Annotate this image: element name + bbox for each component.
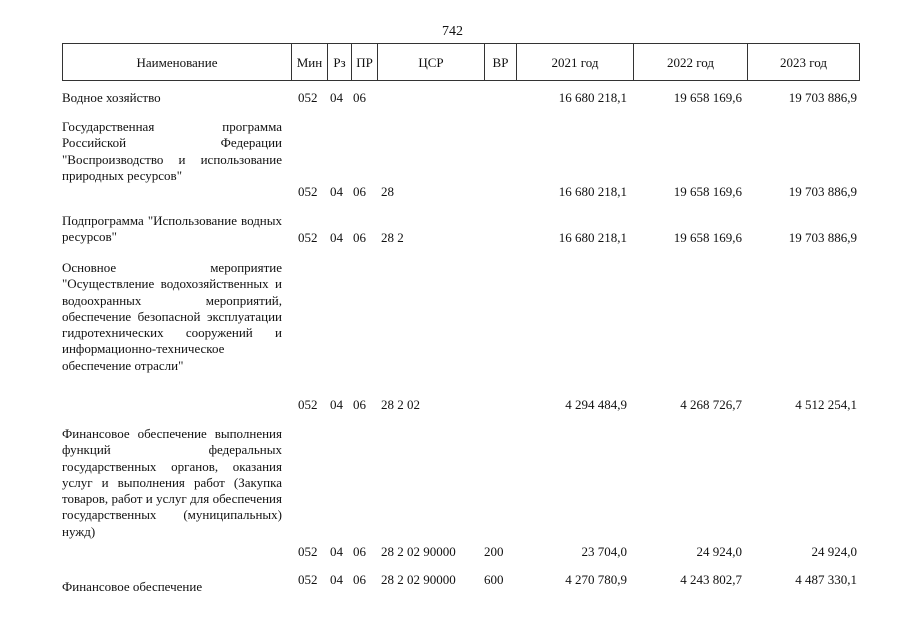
row-name: Финансовое обеспечение bbox=[62, 579, 203, 594]
row-rz: 04 bbox=[330, 90, 343, 105]
row-csr: 28 2 02 90000 bbox=[381, 572, 456, 587]
row-2022: 19 658 169,6 bbox=[673, 184, 742, 199]
row-min: 052 bbox=[298, 230, 318, 245]
page-number: 742 bbox=[442, 24, 463, 39]
row-csr: 28 bbox=[381, 184, 394, 199]
row-rz: 04 bbox=[330, 230, 343, 245]
row-vr: 600 bbox=[484, 572, 504, 587]
row-2021: 4 294 484,9 bbox=[565, 397, 627, 412]
row-2022: 19 658 169,6 bbox=[673, 230, 742, 245]
row-2021: 16 680 218,1 bbox=[558, 90, 627, 105]
row-2021: 4 270 780,9 bbox=[565, 572, 627, 587]
row-min: 052 bbox=[298, 90, 318, 105]
row-rz: 04 bbox=[330, 184, 343, 199]
table-header bbox=[62, 43, 860, 81]
row-2023: 4 487 330,1 bbox=[795, 572, 857, 587]
row-name: Водное хозяйство bbox=[62, 90, 161, 105]
row-pr: 06 bbox=[353, 397, 366, 412]
header-rz: Рз bbox=[327, 44, 351, 80]
row-min: 052 bbox=[298, 572, 318, 587]
table-row bbox=[0, 119, 905, 203]
row-2023: 24 924,0 bbox=[811, 544, 857, 559]
header-2021: 2021 год bbox=[516, 44, 633, 80]
row-vr: 200 bbox=[484, 544, 504, 559]
table-row bbox=[0, 426, 905, 562]
row-rz: 04 bbox=[330, 572, 343, 587]
row-pr: 06 bbox=[353, 572, 366, 587]
row-rz: 04 bbox=[330, 544, 343, 559]
row-rz: 04 bbox=[330, 397, 343, 412]
header-min: Мин bbox=[291, 44, 327, 80]
row-2021: 23 704,0 bbox=[581, 544, 627, 559]
header-2022: 2022 год bbox=[633, 44, 747, 80]
table-row bbox=[0, 90, 905, 108]
row-pr: 06 bbox=[353, 544, 366, 559]
row-pr: 06 bbox=[353, 184, 366, 199]
row-2022: 24 924,0 bbox=[696, 544, 742, 559]
row-2022: 19 658 169,6 bbox=[673, 90, 742, 105]
row-name: Основное мероприятие "Осуществление водохозяйственных и водоохранных мероприятий, обеспечение безопасной эксплуатации гидротехнических сооружений и информационно-техническое обеспечение отрасли" bbox=[62, 260, 282, 373]
row-2022: 4 243 802,7 bbox=[680, 572, 742, 587]
row-min: 052 bbox=[298, 544, 318, 559]
header-vr: ВР bbox=[484, 44, 516, 80]
row-csr: 28 2 bbox=[381, 230, 404, 245]
row-pr: 06 bbox=[353, 90, 366, 105]
row-2021: 16 680 218,1 bbox=[558, 184, 627, 199]
row-csr: 28 2 02 bbox=[381, 397, 420, 412]
header-2023: 2023 год bbox=[747, 44, 859, 80]
row-csr: 28 2 02 90000 bbox=[381, 544, 456, 559]
row-2023: 4 512 254,1 bbox=[795, 397, 857, 412]
row-name: Государственная программа Российской Федерации "Воспроизводство и использование природных ресурсов" bbox=[62, 119, 282, 183]
row-name: Финансовое обеспечение выполнения функций федеральных государственных органов, оказания услуг и выполнения работ (Закупка товаров, работ и услуг для обеспечения государственных (муниципальных) нужд) bbox=[62, 426, 282, 539]
row-min: 052 bbox=[298, 184, 318, 199]
row-min: 052 bbox=[298, 397, 318, 412]
table-row bbox=[0, 572, 905, 596]
row-pr: 06 bbox=[353, 230, 366, 245]
row-2023: 19 703 886,9 bbox=[788, 230, 857, 245]
header-csr: ЦСР bbox=[377, 44, 484, 80]
row-2023: 19 703 886,9 bbox=[788, 90, 857, 105]
table-row bbox=[0, 213, 905, 247]
header-name: Наименование bbox=[136, 55, 218, 70]
table-row bbox=[0, 260, 905, 412]
header-pr: ПР bbox=[351, 44, 377, 80]
row-2021: 16 680 218,1 bbox=[558, 230, 627, 245]
row-2023: 19 703 886,9 bbox=[788, 184, 857, 199]
row-2022: 4 268 726,7 bbox=[680, 397, 742, 412]
row-name: Подпрограмма "Использование водных ресурсов" bbox=[62, 213, 282, 245]
